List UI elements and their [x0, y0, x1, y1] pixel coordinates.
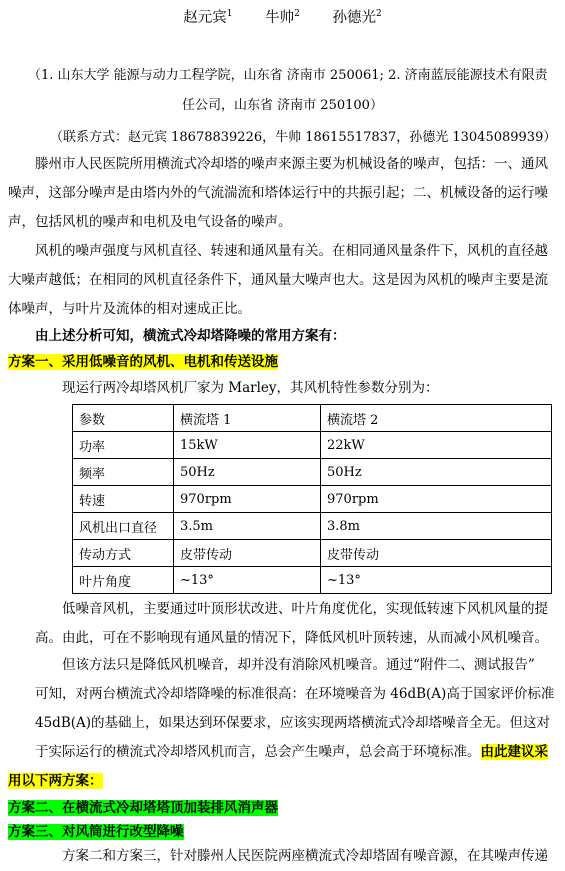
paragraph-line: 噪声，这部分噪声是由塔内外的气流湍流和塔体运行中的共振引起；二、机械设备的运行噪	[8, 185, 548, 201]
paragraph-line: 低噪音风机，主要通过叶顶形状改进、叶片角度优化，实现低转速下风机风量的提	[8, 601, 548, 617]
table-cell: 970rpm	[321, 486, 552, 513]
author-1: 赵元宾$^1$	[183, 9, 233, 26]
table-cell: 传动方式	[73, 540, 174, 567]
table-cell: 风机出口直径	[73, 513, 174, 540]
table-cell: 功率	[73, 432, 174, 459]
author-line	[0, 6, 565, 27]
paragraph-line: 45dB(A)的基础上，如果达到环保要求，应该实现两塔横流式冷却塔噪音全无。但这对	[8, 715, 551, 731]
table-cell: 3.8m	[321, 513, 552, 540]
fan-parameter-table	[72, 404, 552, 594]
plan-1-text: 方案一、采用低噪音的风机、电机和传送设施	[8, 354, 278, 370]
paragraph-noise-standard	[8, 651, 560, 796]
paragraph-fan-noise	[8, 237, 560, 324]
paragraph-line	[8, 767, 560, 796]
paragraph-line: 滕州市人民医院所用横流式冷却塔的噪声来源主要为机械设备的噪声，包括：一、通风	[8, 156, 548, 172]
table-cell: 50Hz	[174, 459, 321, 486]
table-row	[73, 459, 552, 486]
table-cell: 转速	[73, 486, 174, 513]
paragraph-low-noise-fan	[8, 595, 560, 653]
paragraph-line: 可知，对两台横流式冷却塔降噪的标准很高：在环境噪音为 46dB(A)高于国家评价标准	[8, 686, 555, 702]
paragraph-line: 声，包括风机的噪声和电机及电气设备的噪声。	[8, 214, 292, 230]
table-cell: ~13°	[321, 567, 552, 594]
paragraph-line	[8, 738, 560, 767]
plan-3-text: 方案三、对风筒进行改型降噪	[8, 824, 184, 840]
contact-info: （联系方式：赵元宾 18678839226，牛帅 18615517837，孙德光 13045089939）	[50, 130, 557, 145]
paragraph-line: 大噪声越低；在相同的风机直径条件下，通风量大噪声也大。这是因为风机的噪声主要是流	[8, 272, 548, 288]
table-row	[73, 513, 552, 540]
affiliation-line-2: 任公司，山东省 济南市 250100）	[182, 98, 383, 113]
paragraph-text: 于实际运行的横流式冷却塔风机而言，总会产生噪声，总会高于环境标准。	[8, 744, 481, 760]
table-cell: 15kW	[174, 432, 321, 459]
table-cell: 皮带传动	[321, 540, 552, 567]
table-header-cell: 参数	[73, 405, 174, 432]
summary-heading: 由上述分析可知，横流式冷却塔降噪的常用方案有：	[8, 328, 346, 344]
table-cell: 频率	[73, 459, 174, 486]
plan-1-heading	[8, 348, 560, 377]
paragraph-line: 体噪声，与叶片及流体的相对速成正比。	[8, 301, 251, 317]
affiliation-line-1: （1. 山东大学 能源与动力工程学院，山东省 济南市 250061; 2. 济南蓝辰能源技术有限责	[28, 68, 548, 83]
table-row	[73, 540, 552, 567]
table-cell: 3.5m	[174, 513, 321, 540]
paragraph-noise-sources	[8, 150, 560, 237]
table-intro: 现运行两冷却塔风机厂家为 Marley，其风机特性参数分别为：	[8, 380, 439, 396]
recommendation-highlight-cont: 用以下两方案：	[8, 773, 103, 789]
table-cell: 叶片角度	[73, 567, 174, 594]
table-cell: 50Hz	[321, 459, 552, 486]
paragraph-line: 风机的噪声强度与风机直径、转速和通风量有关。在相同通风量条件下，风机的直径越	[8, 243, 548, 259]
paragraph-line: 但该方法只是降低风机噪音，却并没有消除风机噪音。通过“附件二、测试报告”	[8, 657, 535, 673]
table-row	[73, 432, 552, 459]
author-2: 牛帅$^2$	[265, 9, 300, 26]
author-3: 孙德光$^2$	[332, 9, 382, 26]
table-row	[73, 486, 552, 513]
table-cell: ~13°	[174, 567, 321, 594]
recommendation-highlight: 由此建议采	[480, 744, 548, 760]
table-cell: 22kW	[321, 432, 552, 459]
paragraph-plan-2-3: 方案二和方案三，针对滕州人民医院两座横流式冷却塔固有噪音源，在其噪声传递	[8, 848, 548, 864]
table-header-cell: 横流塔 2	[321, 405, 552, 432]
paragraph-line: 高。由此，可在不影响现有通风量的情况下，降低风机叶顶转速，从而减小风机噪音。	[8, 630, 548, 646]
table-header-cell: 横流塔 1	[174, 405, 321, 432]
table-row	[73, 567, 552, 594]
table-cell: 皮带传动	[174, 540, 321, 567]
plan-2-text: 方案二、在横流式冷却塔塔顶加装排风消声器	[8, 800, 278, 816]
table-cell: 970rpm	[174, 486, 321, 513]
table-header-row	[73, 405, 552, 432]
